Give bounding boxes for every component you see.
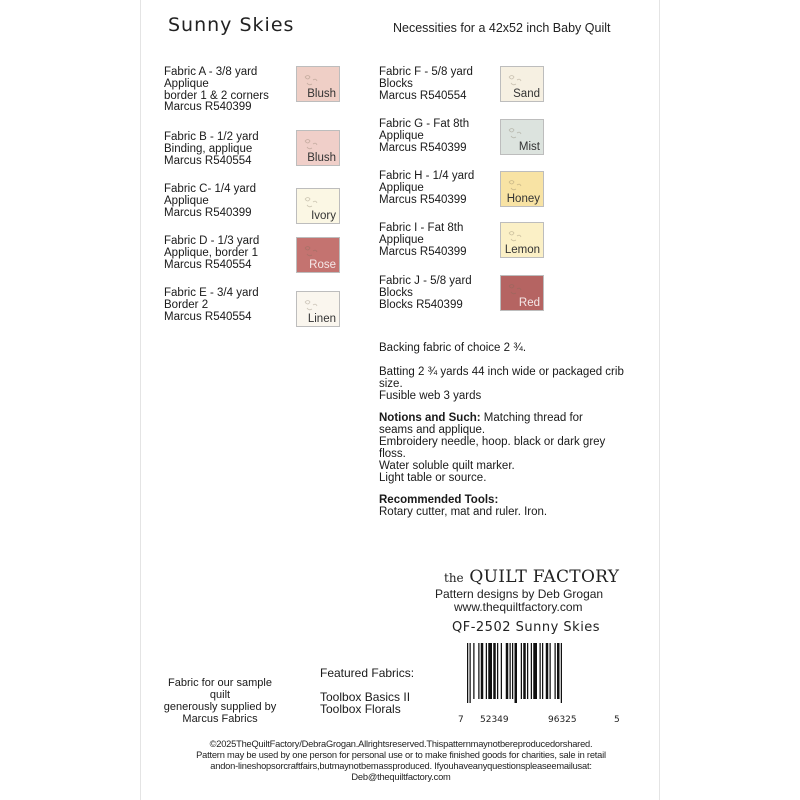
copyright-line: Pattern may be used by one person for personal use or to make finished goods for charities, sale in retail [196, 750, 606, 760]
fabric-line: Fabric C- 1/4 yard [164, 183, 257, 195]
barcode-bar [512, 643, 513, 699]
swatch-label: Honey [506, 193, 540, 205]
fabric-j-text [379, 276, 472, 311]
logo-name: QUILT FACTORY [469, 567, 620, 587]
fabric-print-motif [507, 127, 529, 141]
swatch-label: Mist [518, 141, 540, 153]
barcode-bar [521, 643, 522, 699]
fabric-line: Marcus R540399 [379, 245, 467, 258]
fabric-line: Marcus R540554 [164, 154, 252, 167]
barcode-bar [531, 643, 532, 699]
barcode-bar [515, 643, 518, 703]
page-title: Sunny Skies [168, 14, 295, 36]
fabric-print-motif [303, 299, 325, 313]
barcode-bar [473, 643, 474, 699]
swatch-label: Blush [307, 88, 336, 100]
fabric-print-motif [507, 230, 529, 244]
copyright-line: andon-lineshopsorcraftfairs,butmaynotbemassproduced. Ifyouhaveanyquestionspleaseemailusat: [210, 761, 592, 771]
notions-line: floss. [379, 448, 406, 460]
website: www.thequiltfactory.com [454, 600, 583, 614]
notions-heading: Notions and Such: [379, 412, 481, 424]
fabric-f-swatch [500, 66, 544, 102]
tagline: Pattern designs by Deb Grogan [435, 587, 604, 601]
fabric-b-text [164, 132, 259, 167]
tools-line: Rotary cutter, mat and ruler. Iron. [379, 506, 548, 518]
barcode-bar [523, 643, 526, 699]
page-subtitle: Necessities for a 42x52 inch Baby Quilt [393, 21, 611, 35]
fabric-f-text [379, 67, 473, 102]
fabric-line: Binding, applique [164, 142, 253, 155]
fabric-line: Marcus R540399 [379, 193, 467, 206]
fabric-line: Fabric I - Fat 8th [379, 222, 464, 234]
fabric-line: Marcus R540554 [164, 310, 252, 323]
backing-text: Backing fabric of choice 2 ¾. [379, 342, 527, 354]
barcode-bar [481, 643, 484, 699]
barcode-bar [501, 643, 502, 699]
logo-the: the [444, 571, 464, 585]
barcode-bar [557, 643, 560, 699]
fabric-j-swatch [500, 275, 544, 311]
fabric-print-motif [507, 74, 529, 88]
batting-line: Batting 2 ¾ yards 44 inch wide or packaged crib [379, 366, 624, 378]
swatch-label: Blush [307, 152, 336, 164]
fabric-line: Applique [164, 77, 209, 90]
fabric-g-swatch [500, 119, 544, 155]
barcode-digit-right: 5 [614, 715, 620, 725]
fabric-line: Blocks R540399 [379, 298, 463, 311]
quilt-factory-logo [444, 567, 619, 587]
fabric-print-motif [303, 74, 325, 88]
fabric-line: Applique [164, 194, 209, 207]
batting-line: size. [379, 378, 403, 390]
fabric-a-text [164, 67, 269, 114]
tools-text [379, 494, 629, 518]
barcode-group-2: 96325 [548, 715, 577, 725]
fabric-line: Marcus R540399 [379, 141, 467, 154]
featured-line-1: Toolbox Basics II [320, 690, 411, 704]
copyright-notice [162, 739, 640, 783]
barcode-bar [493, 643, 496, 699]
notions-line: Water soluble quilt marker. [379, 460, 515, 472]
fabric-print-motif [507, 283, 529, 297]
barcode-bar [527, 643, 528, 699]
fabric-c-swatch [296, 188, 340, 224]
fabric-line: Marcus R540399 [164, 206, 252, 219]
fabric-line: Fabric H - 1/4 yard [379, 170, 475, 182]
batting-line: Fusible web 3 yards [379, 390, 482, 402]
fabric-print-motif [303, 245, 325, 259]
fabric-line: Fabric J - 5/8 yard [379, 275, 472, 287]
barcode-group-1: 52349 [480, 715, 509, 725]
fabric-b-swatch [296, 130, 340, 166]
swatch-label: Lemon [504, 244, 540, 256]
copyright-line: Deb@thequiltfactory.com [351, 772, 451, 782]
notions-line: Light table or source. [379, 472, 487, 484]
barcode-bar [533, 643, 537, 699]
fabric-line: Marcus R540554 [379, 89, 467, 102]
barcode-bar [486, 643, 487, 699]
fabric-a-swatch [296, 66, 340, 102]
copyright-line: ©2025TheQuiltFactory/DebraGrogan.Allrightsreserved.Thispatternmaynotbereproducedorshared. [209, 739, 593, 749]
fabric-print-motif [303, 196, 325, 210]
fabric-line: Marcus R540554 [164, 258, 252, 271]
barcode-bar [506, 643, 509, 699]
barcode-bar [510, 643, 511, 699]
fabric-print-motif [303, 138, 325, 152]
barcode [467, 643, 605, 703]
fabric-e-swatch [296, 291, 340, 327]
barcode-digit-left: 7 [458, 715, 464, 725]
batting-text [379, 366, 629, 402]
fabric-line: Applique [379, 233, 424, 246]
fabric-line: Fabric G - Fat 8th [379, 118, 470, 130]
fabric-line: Border 2 [164, 298, 209, 311]
featured-heading: Featured Fabrics: [320, 666, 415, 680]
fabric-line: Applique [379, 129, 424, 142]
fabric-c-text [164, 184, 256, 219]
notions-line: seams and applique. [379, 424, 486, 436]
fabric-line: Blocks [379, 77, 413, 90]
fabric-h-swatch [500, 171, 544, 207]
swatch-label: Linen [307, 313, 336, 325]
fabric-line: Fabric B - 1/2 yard [164, 131, 259, 143]
barcode-bar [540, 643, 541, 699]
swatch-label: Red [518, 297, 540, 309]
fabric-line: border 1 & 2 corners [164, 89, 269, 102]
fabric-line: Applique [379, 181, 424, 194]
fabric-print-motif [507, 179, 529, 193]
fabric-line: Blocks [379, 286, 413, 299]
barcode-bar [478, 643, 479, 699]
swatch-label: Ivory [311, 210, 336, 222]
notions-line: Embroidery needle, hoop. black or dark grey [379, 436, 606, 448]
barcode-bar [470, 643, 471, 703]
fabric-line: Fabric A - 3/8 yard [164, 66, 258, 78]
tools-heading: Recommended Tools: [379, 494, 499, 506]
fabric-d-text [164, 236, 259, 271]
barcode-bar [467, 643, 468, 703]
barcode-bar [488, 643, 492, 699]
barcode-bar [550, 643, 551, 699]
notions-text [379, 412, 629, 484]
barcode-bar [497, 643, 498, 699]
barcode-bar [546, 643, 549, 699]
fabric-line: Marcus R540399 [164, 101, 252, 114]
fabric-d-swatch [296, 237, 340, 273]
barcode-bar [542, 643, 543, 699]
fabric-line: Fabric F - 5/8 yard [379, 66, 473, 78]
fabric-line: Fabric D - 1/3 yard [164, 235, 260, 247]
fabric-g-text [379, 119, 469, 154]
supply-note [160, 677, 280, 725]
supply-line: Marcus Fabrics [182, 713, 258, 725]
swatch-label: Rose [309, 259, 336, 271]
fabric-line: Fabric E - 3/4 yard [164, 287, 259, 299]
fabric-i-swatch [500, 222, 544, 258]
fabric-h-text [379, 171, 474, 206]
supply-line: Fabric for our sample quilt [168, 677, 272, 701]
barcode-bar [555, 643, 556, 699]
fabric-i-text [379, 223, 467, 258]
barcode-bar [561, 643, 562, 703]
featured-line-2: Toolbox Florals [320, 702, 401, 716]
swatch-label: Sand [513, 88, 540, 100]
pattern-code: QF-2502 Sunny Skies [452, 620, 601, 635]
fabric-line: Applique, border 1 [164, 246, 258, 259]
fabric-e-text [164, 288, 259, 323]
notions-line: Matching thread for [480, 412, 583, 424]
supply-line: generously supplied by [163, 701, 277, 713]
